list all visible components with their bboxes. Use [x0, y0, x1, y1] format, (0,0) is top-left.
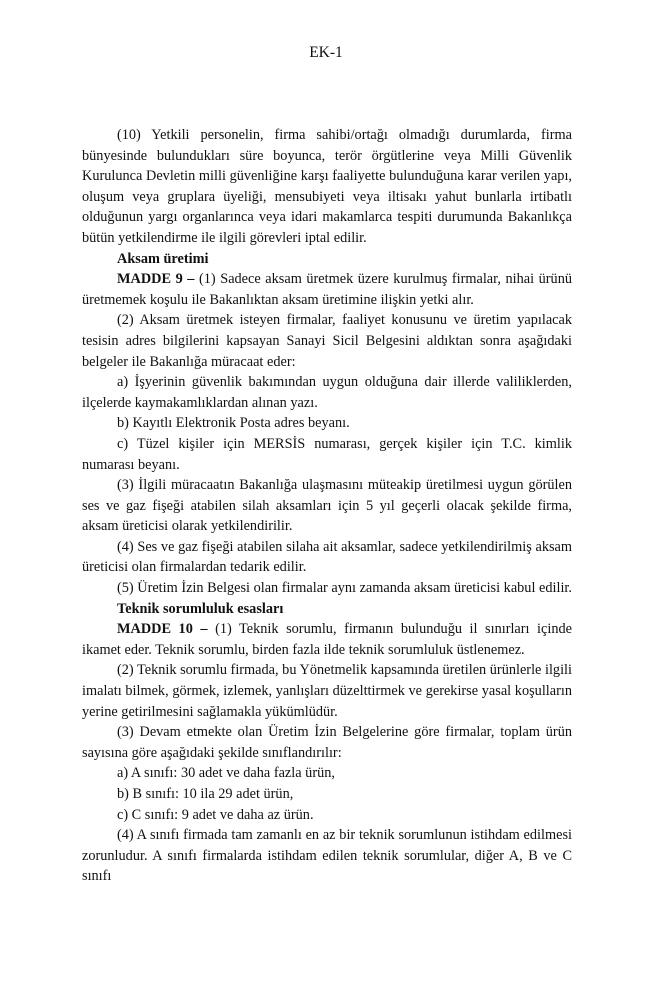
madde-9-item-a: a) İşyerinin güvenlik bakımından uygun olduğuna dair illerde valiliklerden, ilçelerde kaymakamlıklardan alınan yazı. — [82, 374, 572, 411]
madde-9-text: (1) Sadece aksam üretmek üzere kurulmuş firmalar, nihai ürünü üretmemek koşulu ile Bakanlıktan aksam üretimine ilişkin yetki alır. — [82, 271, 572, 308]
madde-10-paragraph-1 — [82, 619, 572, 660]
page-header-label: EK-1 — [309, 44, 343, 61]
madde-9-item-b: b) Kayıtlı Elektronik Posta adres beyanı. — [117, 415, 350, 432]
madde-9-paragraph-5: (5) Üretim İzin Belgesi olan firmalar aynı zamanda aksam üreticisi kabul edilir. — [117, 580, 572, 597]
madde-9-paragraph-2: (2) Aksam üretmek isteyen firmalar, faaliyet konusunu ve üretim yapılacak tesisin adres bilgilerini kapsayan Sanayi Sicil Belgesini aldıktan sonra aşağıdaki belgeler ile Bakanlığa müracaat eder: — [82, 312, 572, 370]
madde-10-label: MADDE 10 – — [117, 621, 208, 638]
heading-teknik-sorumluluk: Teknik sorumluluk esasları — [117, 600, 284, 617]
madde-10-paragraph-2: (2) Teknik sorumlu firmada, bu Yönetmelik kapsamında üretilen ürünlerle ilgili imalatı bilmek, görmek, izlemek, yanlışları düzelttirmek ve gerekirse yasal koşulların yerine getirilmesini sağlamakla yükümlüdür. — [82, 662, 572, 720]
paragraph-10: (10) Yetkili personelin, firma sahibi/ortağı olmadığı durumlarda, firma bünyesinde bulundukları süre boyunca, terör örgütlerine veya Milli Güvenlik Kurulunca Devletin milli güvenliğine karşı faaliyette bulunduğuna karar verilen yapı, oluşum veya gruplara üyeliği, mensubiyeti veya iltisakı yahut bunlarla irtibatlı olduğunun yargı organlarınca veya idari makamlarca tespiti durumunda Bakanlıkça bütün yetkilendirme ile ilgili görevleri iptal edilir. — [82, 127, 572, 246]
madde-9-paragraph-3: (3) İlgili müracaatın Bakanlığa ulaşmasını müteakip üretilmesi uygun görülen ses ve gaz fişeği atabilen silah aksamları için 5 yıl geçerli olacak şekilde firma, aksam üreticisi olarak yetkilendirilir. — [82, 477, 572, 535]
document-body — [82, 125, 572, 887]
madde-10-item-a: a) A sınıfı: 30 adet ve daha fazla ürün, — [117, 765, 335, 782]
madde-10-paragraph-4: (4) A sınıfı firmada tam zamanlı en az bir teknik sorumlunun istihdam edilmesi zorunludur. A sınıfı firmalarda istihdam edilen teknik sorumlular, diğer A, B ve C sınıfı — [82, 827, 572, 885]
heading-aksam-uretimi: Aksam üretimi — [117, 250, 209, 267]
madde-10-item-b: b) B sınıfı: 10 ila 29 adet ürün, — [117, 786, 294, 802]
madde-9-paragraph-4: (4) Ses ve gaz fişeği atabilen silaha ait aksamlar, sadece yetkilendirilmiş aksam üreticisi olan firmalardan tedarik edilir. — [82, 538, 572, 576]
madde-10-item-c: c) C sınıfı: 9 adet ve daha az ürün. — [117, 806, 314, 823]
madde-9-paragraph-1 — [82, 269, 572, 310]
madde-10-text: (1) Teknik sorumlu, firmanın bulunduğu il sınırları içinde ikamet eder. Teknik sorumlu, birden fazla ilde teknik sorumluluk üstlenemez. — [82, 621, 572, 658]
madde-9-item-c: c) Tüzel kişiler için MERSİS numarası, gerçek kişiler için T.C. kimlik numarası beyanı. — [82, 435, 572, 473]
madde-9-label: MADDE 9 – — [117, 271, 195, 288]
madde-10-paragraph-3: (3) Devam etmekte olan Üretim İzin Belgelerine göre firmalar, toplam ürün sayısına göre aşağıdaki şekilde sınıflandırılır: — [82, 724, 572, 761]
